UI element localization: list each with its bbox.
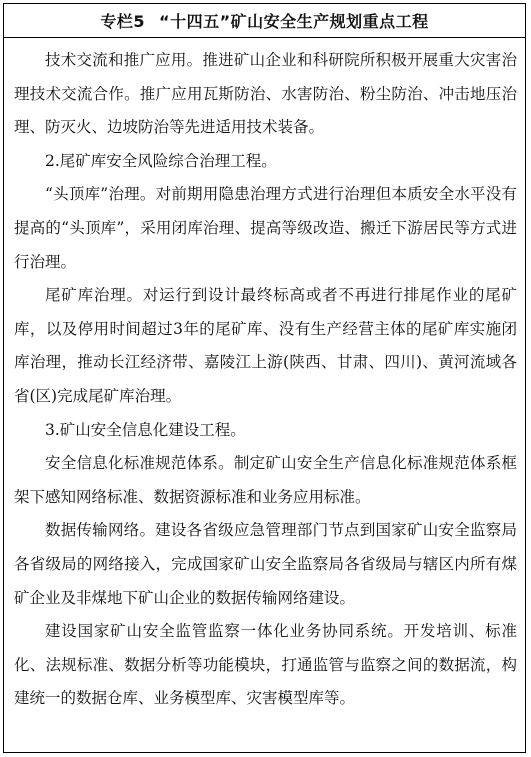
paragraph-overhead-tailings: “头顶库”治理。对前期用隐患治理方式进行治理但本质安全水平没有提高的“头顶库”，采用闭库治理、提高等级改造、搬迁下游居民等方式进行治理。 (14, 185, 517, 271)
paragraph-tailings-governance: 尾矿库治理。对运行到设计最终标高或者不再进行排尾作业的尾矿库，以及停用时间超过3年的尾矿库、没有生产经营主体的尾矿库实施闭库治理，推动长江经济带、嘉陵江上游(陕西、甘肃、四川)、黄河流域各省(区)完成尾矿库治理。 (14, 286, 517, 405)
section-heading-informatization: 3.矿山安全信息化建设工程。 (45, 420, 246, 439)
paragraph-tech-exchange: 技术交流和推广应用。推进矿山企业和科研院所积极开展重大灾害治理技术交流合作。推广应用瓦斯防治、水害防治、粉尘防治、冲击地压治理、防灭火、边坡防治等先进适用技术装备。 (14, 51, 517, 137)
column-box (3, 3, 526, 753)
paragraph-standards-system: 安全信息化标准规范体系。制定矿山安全生产信息化标准规范体系框架下感知网络标准、数据资源标准和业务应用标准。 (14, 454, 517, 506)
section-heading-tailings: 2.尾矿库安全风险综合治理工程。 (45, 151, 277, 170)
column-content (4, 38, 525, 716)
paragraph-data-network: 数据传输网络。建设各省级应急管理部门节点到国家矿山安全监察局各省级局的网络接入，完成国家矿山安全监察局各省级局与辖区内所有煤矿企业及非煤地下矿山企业的数据传输网络建设。 (14, 521, 517, 607)
column-header (4, 4, 525, 38)
column-title: “十四五”矿山安全生产规划重点工程 (159, 12, 429, 31)
column-label: 专栏5 (100, 12, 146, 31)
paragraph-collaboration-system: 建设国家矿山安全监管监察一体化业务协同系统。开发培训、标准化、法规标准、数据分析等功能模块，打通监管与监察之间的数据流，构建统一的数据仓库、业务模型库、灾害模型库等。 (14, 622, 517, 708)
